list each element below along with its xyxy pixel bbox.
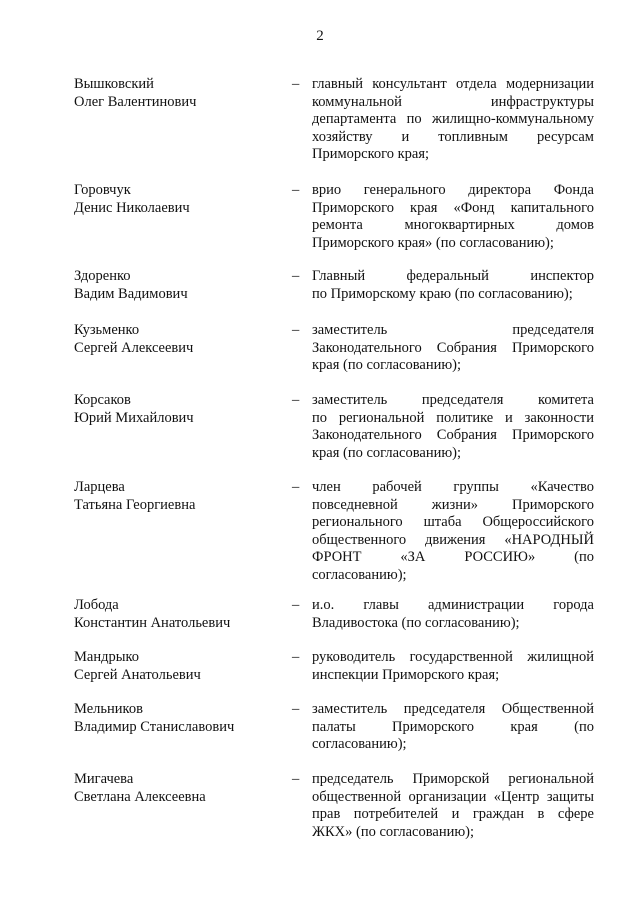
role-line: ЖКХ» (по согласованию); xyxy=(312,823,475,840)
member-given-names: Владимир Станиславович xyxy=(74,718,235,735)
page-number: 2 xyxy=(316,28,324,44)
member-name xyxy=(74,649,279,684)
role-line: Приморского края «Фонд капитального xyxy=(312,199,594,216)
member-role xyxy=(312,268,594,303)
dash-separator: – xyxy=(292,392,300,408)
role-line: ремонта многоквартирных домов xyxy=(312,217,594,233)
member-surname: Лобода xyxy=(74,597,119,613)
role-line: согласованию); xyxy=(312,736,407,752)
member-role xyxy=(312,76,594,164)
member-surname: Здоренко xyxy=(74,268,131,284)
role-line: инспекции Приморского края; xyxy=(312,666,500,683)
role-line: председатель Приморской региональной xyxy=(312,771,594,787)
member-role xyxy=(312,701,594,754)
member-surname: Вышковский xyxy=(74,76,154,92)
role-line: по региональной политике и законности xyxy=(312,409,594,426)
role-line: края (по согласованию); xyxy=(312,444,462,461)
member-role xyxy=(312,182,594,252)
member-name xyxy=(74,76,279,111)
role-line: Главный федеральный инспектор xyxy=(312,268,594,284)
member-surname: Мандрыко xyxy=(74,649,140,665)
role-line: по Приморскому краю (по согласованию); xyxy=(312,285,573,302)
member-surname: Кузьменко xyxy=(74,322,140,338)
member-name xyxy=(74,479,279,514)
member-role xyxy=(312,771,594,841)
dash-separator: – xyxy=(292,268,300,284)
role-line: руководитель государственной жилищной xyxy=(312,649,594,665)
member-role xyxy=(312,479,594,584)
member-given-names: Юрий Михайлович xyxy=(74,409,194,426)
role-line: Владивостока (по согласованию); xyxy=(312,614,520,631)
member-given-names: Денис Николаевич xyxy=(74,199,190,216)
role-line: хозяйству и топливным ресурсам xyxy=(312,128,594,145)
dash-separator: – xyxy=(292,771,300,787)
role-line: Законодательного Собрания Приморского xyxy=(312,339,594,356)
role-line: ФРОНТ «ЗА РОССИЮ» (по xyxy=(312,549,594,565)
member-surname: Ларцева xyxy=(74,479,125,495)
member-surname: Горовчук xyxy=(74,182,131,198)
role-line: врио генерального директора Фонда xyxy=(312,182,594,198)
member-surname: Корсаков xyxy=(74,392,131,408)
role-line: согласованию); xyxy=(312,566,407,583)
role-line: регионального штаба Общероссийского xyxy=(312,514,594,530)
role-line: Приморского края» (по согласованию); xyxy=(312,234,554,251)
member-surname: Мигачева xyxy=(74,771,134,787)
dash-separator: – xyxy=(292,182,300,198)
role-line: палаты Приморского края (по xyxy=(312,718,594,735)
role-line: общественного движения «НАРОДНЫЙ xyxy=(312,531,594,548)
member-name xyxy=(74,701,279,736)
role-line: прав потребителей и граждан в сфере xyxy=(312,806,594,822)
member-given-names: Константин Анатольевич xyxy=(74,614,231,631)
member-given-names: Светлана Алексеевна xyxy=(74,788,206,805)
member-role xyxy=(312,392,594,462)
role-line: департамента по жилищно-коммунальному xyxy=(312,111,594,127)
role-line: коммунальной инфраструктуры xyxy=(312,93,594,110)
dash-separator: – xyxy=(292,322,300,338)
role-line: главный консультант отдела модернизации xyxy=(312,76,594,92)
role-line: Приморского края; xyxy=(312,146,430,162)
member-surname: Мельников xyxy=(74,701,143,717)
role-line: края (по согласованию); xyxy=(312,357,462,373)
role-line: заместитель председателя xyxy=(312,322,594,338)
role-line: и.о. главы администрации города xyxy=(312,597,594,613)
member-given-names: Вадим Вадимович xyxy=(74,285,188,302)
role-line: член рабочей группы «Качество xyxy=(312,479,594,495)
member-name xyxy=(74,322,279,357)
member-given-names: Татьяна Георгиевна xyxy=(74,496,196,513)
role-line: Законодательного Собрания Приморского xyxy=(312,427,594,443)
member-role xyxy=(312,597,594,632)
member-role xyxy=(312,322,594,375)
dash-separator: – xyxy=(292,701,300,717)
member-name xyxy=(74,597,279,632)
member-name xyxy=(74,771,279,806)
member-name xyxy=(74,182,279,217)
member-name xyxy=(74,392,279,427)
dash-separator: – xyxy=(292,649,300,665)
dash-separator: – xyxy=(292,76,300,92)
role-line: заместитель председателя комитета xyxy=(312,392,594,408)
dash-separator: – xyxy=(292,597,300,613)
role-line: заместитель председателя Общественной xyxy=(312,701,594,717)
member-given-names: Сергей Анатольевич xyxy=(74,666,201,683)
dash-separator: – xyxy=(292,479,300,495)
role-line: общественной организации «Центр защиты xyxy=(312,788,594,805)
member-name xyxy=(74,268,279,303)
member-given-names: Олег Валентинович xyxy=(74,93,197,110)
role-line: повседневной жизни» Приморского xyxy=(312,496,594,513)
member-role xyxy=(312,649,594,684)
member-given-names: Сергей Алексеевич xyxy=(74,339,194,356)
